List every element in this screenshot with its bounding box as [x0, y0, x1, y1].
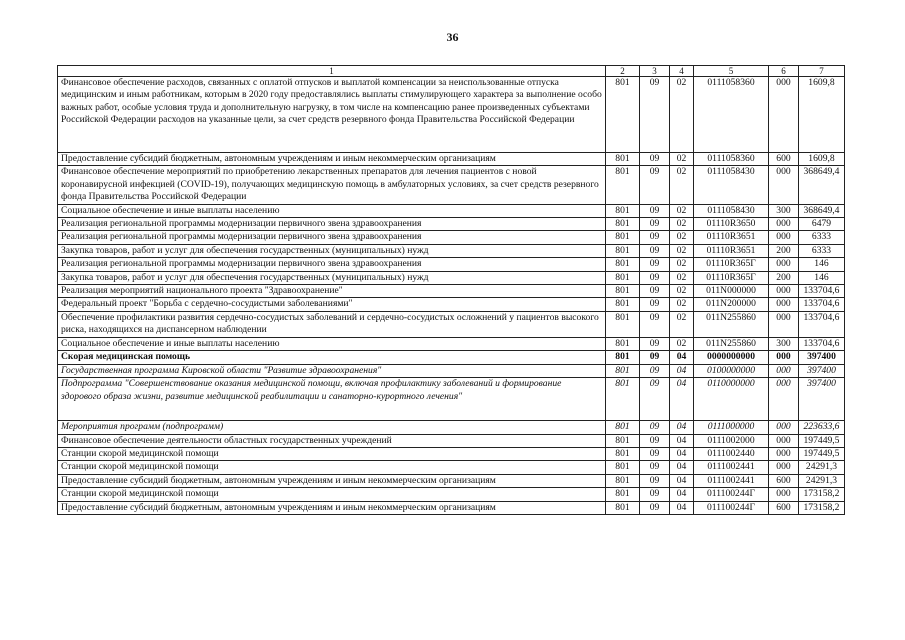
row-subsection-cell: 02 [670, 285, 694, 298]
row-section-cell: 09 [640, 501, 670, 514]
table-row [58, 378, 845, 421]
row-section-cell: 09 [640, 337, 670, 350]
row-type-cell: 000 [769, 421, 799, 434]
row-subsection-cell: 04 [670, 447, 694, 460]
row-code-cell: 801 [606, 77, 640, 153]
row-code-cell: 801 [606, 258, 640, 271]
table-row [58, 244, 845, 257]
row-target-cell: 01110R3651 [694, 244, 769, 257]
row-amount-cell: 173158,2 [799, 488, 845, 501]
row-type-cell: 000 [769, 447, 799, 460]
header-cell: 4 [670, 66, 694, 77]
row-amount-cell: 6333 [799, 231, 845, 244]
row-section-cell: 09 [640, 364, 670, 377]
table-row [58, 337, 845, 350]
row-code-cell: 801 [606, 421, 640, 434]
table-row [58, 501, 845, 514]
row-name-cell: Социальное обеспечение и иные выплаты населению [58, 337, 606, 350]
row-subsection-cell: 04 [670, 364, 694, 377]
row-name-cell: Реализация мероприятий национального проекта "Здравоохранение" [58, 285, 606, 298]
table-row [58, 311, 845, 337]
budget-table [57, 65, 845, 515]
row-section-cell: 09 [640, 488, 670, 501]
row-code-cell: 801 [606, 153, 640, 166]
row-code-cell: 801 [606, 337, 640, 350]
header-cell: 3 [640, 66, 670, 77]
table-row [58, 434, 845, 447]
table-row [58, 218, 845, 231]
row-target-cell: 0000000000 [694, 351, 769, 364]
row-code-cell: 801 [606, 311, 640, 337]
row-name-cell: Финансовое обеспечение деятельности областных государственных учреждений [58, 434, 606, 447]
row-amount-cell: 24291,3 [799, 461, 845, 474]
row-subsection-cell: 02 [670, 153, 694, 166]
row-amount-cell: 1609,8 [799, 77, 845, 153]
row-type-cell: 200 [769, 271, 799, 284]
row-type-cell: 300 [769, 337, 799, 350]
row-subsection-cell: 04 [670, 378, 694, 421]
row-amount-cell: 223633,6 [799, 421, 845, 434]
row-type-cell: 000 [769, 298, 799, 311]
row-subsection-cell: 04 [670, 461, 694, 474]
row-section-cell: 09 [640, 434, 670, 447]
row-target-cell: 0111002440 [694, 447, 769, 460]
row-name-cell: Скорая медицинская помощь [58, 351, 606, 364]
row-subsection-cell: 04 [670, 488, 694, 501]
row-amount-cell: 197449,5 [799, 447, 845, 460]
row-amount-cell: 133704,6 [799, 298, 845, 311]
row-target-cell: 01110R365Г [694, 258, 769, 271]
row-target-cell: 011100244Г [694, 501, 769, 514]
row-section-cell: 09 [640, 204, 670, 217]
row-section-cell: 09 [640, 461, 670, 474]
row-target-cell: 011100244Г [694, 488, 769, 501]
row-section-cell: 09 [640, 153, 670, 166]
row-name-cell: Мероприятия программ (подпрограмм) [58, 421, 606, 434]
row-name-cell: Закупка товаров, работ и услуг для обеспечения государственных (муниципальных) нужд [58, 271, 606, 284]
table-row [58, 447, 845, 460]
table-row [58, 298, 845, 311]
row-name-cell: Реализация региональной программы модернизации первичного звена здравоохранения [58, 258, 606, 271]
row-amount-cell: 6479 [799, 218, 845, 231]
row-subsection-cell: 02 [670, 258, 694, 271]
row-amount-cell: 397400 [799, 351, 845, 364]
row-target-cell: 01110R365Г [694, 271, 769, 284]
row-subsection-cell: 02 [670, 298, 694, 311]
table-row [58, 153, 845, 166]
row-target-cell: 0111000000 [694, 421, 769, 434]
row-subsection-cell: 04 [670, 434, 694, 447]
row-name-cell: Социальное обеспечение и иные выплаты населению [58, 204, 606, 217]
table-row [58, 204, 845, 217]
row-type-cell: 000 [769, 378, 799, 421]
page-number: 36 [446, 30, 459, 44]
row-subsection-cell: 04 [670, 474, 694, 487]
row-code-cell: 801 [606, 204, 640, 217]
row-amount-cell: 173158,2 [799, 501, 845, 514]
row-code-cell: 801 [606, 244, 640, 257]
row-subsection-cell: 02 [670, 244, 694, 257]
row-target-cell: 0100000000 [694, 364, 769, 377]
table-row [58, 231, 845, 244]
row-section-cell: 09 [640, 166, 670, 204]
row-type-cell: 000 [769, 364, 799, 377]
row-code-cell: 801 [606, 351, 640, 364]
row-target-cell: 0111058360 [694, 153, 769, 166]
row-amount-cell: 133704,6 [799, 285, 845, 298]
row-code-cell: 801 [606, 488, 640, 501]
row-type-cell: 300 [769, 204, 799, 217]
row-amount-cell: 146 [799, 258, 845, 271]
table-row [58, 364, 845, 377]
row-subsection-cell: 02 [670, 231, 694, 244]
row-subsection-cell: 04 [670, 351, 694, 364]
row-name-cell: Финансовое обеспечение мероприятий по приобретению лекарственных препаратов для лечения пациентов с новой коронавирусной инфекцией (COVID-19), получающих медицинскую помощь в амбулаторных условиях, за счет средств резервного фонда Правительства Российской Федерации [58, 166, 606, 204]
row-target-cell: 01110R3650 [694, 218, 769, 231]
row-code-cell: 801 [606, 364, 640, 377]
row-type-cell: 600 [769, 153, 799, 166]
row-name-cell: Станции скорой медицинской помощи [58, 461, 606, 474]
row-section-cell: 09 [640, 231, 670, 244]
table-row [58, 474, 845, 487]
row-subsection-cell: 02 [670, 218, 694, 231]
row-subsection-cell: 02 [670, 271, 694, 284]
row-amount-cell: 133704,6 [799, 311, 845, 337]
row-code-cell: 801 [606, 501, 640, 514]
row-type-cell: 000 [769, 258, 799, 271]
header-cell: 5 [694, 66, 769, 77]
header-cell: 2 [606, 66, 640, 77]
row-subsection-cell: 02 [670, 166, 694, 204]
row-target-cell: 0111002000 [694, 434, 769, 447]
row-section-cell: 09 [640, 474, 670, 487]
row-name-cell: Предоставление субсидий бюджетным, автономным учреждениям и иным некоммерческим организациям [58, 153, 606, 166]
table-row [58, 351, 845, 364]
row-type-cell: 000 [769, 488, 799, 501]
row-amount-cell: 397400 [799, 364, 845, 377]
row-subsection-cell: 02 [670, 337, 694, 350]
row-name-cell: Обеспечение профилактики развития сердечно-сосудистых заболеваний и сердечно-сосудистых осложнений у пациентов высокого риска, находящихся на диспансерном наблюдении [58, 311, 606, 337]
row-type-cell: 600 [769, 474, 799, 487]
row-target-cell: 011N200000 [694, 298, 769, 311]
row-section-cell: 09 [640, 77, 670, 153]
header-cell: 6 [769, 66, 799, 77]
row-code-cell: 801 [606, 285, 640, 298]
row-section-cell: 09 [640, 421, 670, 434]
row-type-cell: 000 [769, 311, 799, 337]
row-subsection-cell: 04 [670, 501, 694, 514]
row-amount-cell: 368649,4 [799, 204, 845, 217]
row-target-cell: 0111002441 [694, 461, 769, 474]
row-amount-cell: 1609,8 [799, 153, 845, 166]
row-amount-cell: 397400 [799, 378, 845, 421]
row-section-cell: 09 [640, 285, 670, 298]
row-code-cell: 801 [606, 474, 640, 487]
row-name-cell: Предоставление субсидий бюджетным, автономным учреждениям и иным некоммерческим организациям [58, 501, 606, 514]
row-target-cell: 0110000000 [694, 378, 769, 421]
row-code-cell: 801 [606, 434, 640, 447]
table-row [58, 488, 845, 501]
row-subsection-cell: 02 [670, 204, 694, 217]
row-name-cell: Федеральный проект "Борьба с сердечно-сосудистыми заболеваниями" [58, 298, 606, 311]
row-amount-cell: 146 [799, 271, 845, 284]
row-code-cell: 801 [606, 447, 640, 460]
row-code-cell: 801 [606, 231, 640, 244]
row-section-cell: 09 [640, 351, 670, 364]
row-amount-cell: 368649,4 [799, 166, 845, 204]
row-code-cell: 801 [606, 271, 640, 284]
row-name-cell: Предоставление субсидий бюджетным, автономным учреждениям и иным некоммерческим организациям [58, 474, 606, 487]
row-name-cell: Станции скорой медицинской помощи [58, 447, 606, 460]
row-code-cell: 801 [606, 461, 640, 474]
row-section-cell: 09 [640, 378, 670, 421]
row-name-cell: Реализация региональной программы модернизации первичного звена здравоохранения [58, 218, 606, 231]
row-type-cell: 000 [769, 77, 799, 153]
row-subsection-cell: 02 [670, 77, 694, 153]
row-name-cell: Финансовое обеспечение расходов, связанных с оплатой отпусков и выплатой компенсации за неиспользованные отпуска медицинским и иным работникам, которым в 2020 году предоставлялись выплаты стимулирующего характера за выполнение особо важных работ, особые условия труда и дополнительную нагрузку, в том числе на компенсацию ранее произведенных субъектами Российской Федерации расходов на указанные цели, за счет средств резервного фонда Правительства Российской Федерации [58, 77, 606, 153]
row-subsection-cell: 04 [670, 421, 694, 434]
row-type-cell: 000 [769, 166, 799, 204]
row-type-cell: 000 [769, 461, 799, 474]
row-amount-cell: 6333 [799, 244, 845, 257]
row-name-cell: Государственная программа Кировской области "Развитие здравоохранения" [58, 364, 606, 377]
table-header-row [58, 66, 845, 77]
row-amount-cell: 197449,5 [799, 434, 845, 447]
row-subsection-cell: 02 [670, 311, 694, 337]
row-section-cell: 09 [640, 244, 670, 257]
row-section-cell: 09 [640, 218, 670, 231]
table-row [58, 166, 845, 204]
row-amount-cell: 24291,3 [799, 474, 845, 487]
row-section-cell: 09 [640, 298, 670, 311]
row-type-cell: 200 [769, 244, 799, 257]
row-code-cell: 801 [606, 298, 640, 311]
table-row [58, 258, 845, 271]
row-type-cell: 600 [769, 501, 799, 514]
row-code-cell: 801 [606, 218, 640, 231]
row-target-cell: 011N255860 [694, 337, 769, 350]
row-type-cell: 000 [769, 351, 799, 364]
header-cell: 1 [58, 66, 606, 77]
row-target-cell: 011N255860 [694, 311, 769, 337]
row-section-cell: 09 [640, 311, 670, 337]
row-target-cell: 0111058430 [694, 204, 769, 217]
table-row [58, 421, 845, 434]
row-name-cell: Станции скорой медицинской помощи [58, 488, 606, 501]
row-type-cell: 000 [769, 285, 799, 298]
header-cell: 7 [799, 66, 845, 77]
row-target-cell: 01110R3651 [694, 231, 769, 244]
row-section-cell: 09 [640, 271, 670, 284]
row-name-cell: Подпрограмма "Совершенствование оказания медицинской помощи, включая профилактику заболеваний и формирование здорового образа жизни, развитие медицинской реабилитации и санаторно-курортного лечения" [58, 378, 606, 421]
row-section-cell: 09 [640, 258, 670, 271]
row-amount-cell: 133704,6 [799, 337, 845, 350]
row-type-cell: 000 [769, 231, 799, 244]
row-target-cell: 011N000000 [694, 285, 769, 298]
table-row [58, 271, 845, 284]
table-row [58, 285, 845, 298]
row-target-cell: 0111058360 [694, 77, 769, 153]
row-target-cell: 0111058430 [694, 166, 769, 204]
row-code-cell: 801 [606, 166, 640, 204]
row-type-cell: 000 [769, 218, 799, 231]
row-code-cell: 801 [606, 378, 640, 421]
row-type-cell: 000 [769, 434, 799, 447]
row-name-cell: Закупка товаров, работ и услуг для обеспечения государственных (муниципальных) нужд [58, 244, 606, 257]
row-section-cell: 09 [640, 447, 670, 460]
table-row [58, 461, 845, 474]
row-name-cell: Реализация региональной программы модернизации первичного звена здравоохранения [58, 231, 606, 244]
table-row [58, 77, 845, 153]
row-target-cell: 0111002441 [694, 474, 769, 487]
